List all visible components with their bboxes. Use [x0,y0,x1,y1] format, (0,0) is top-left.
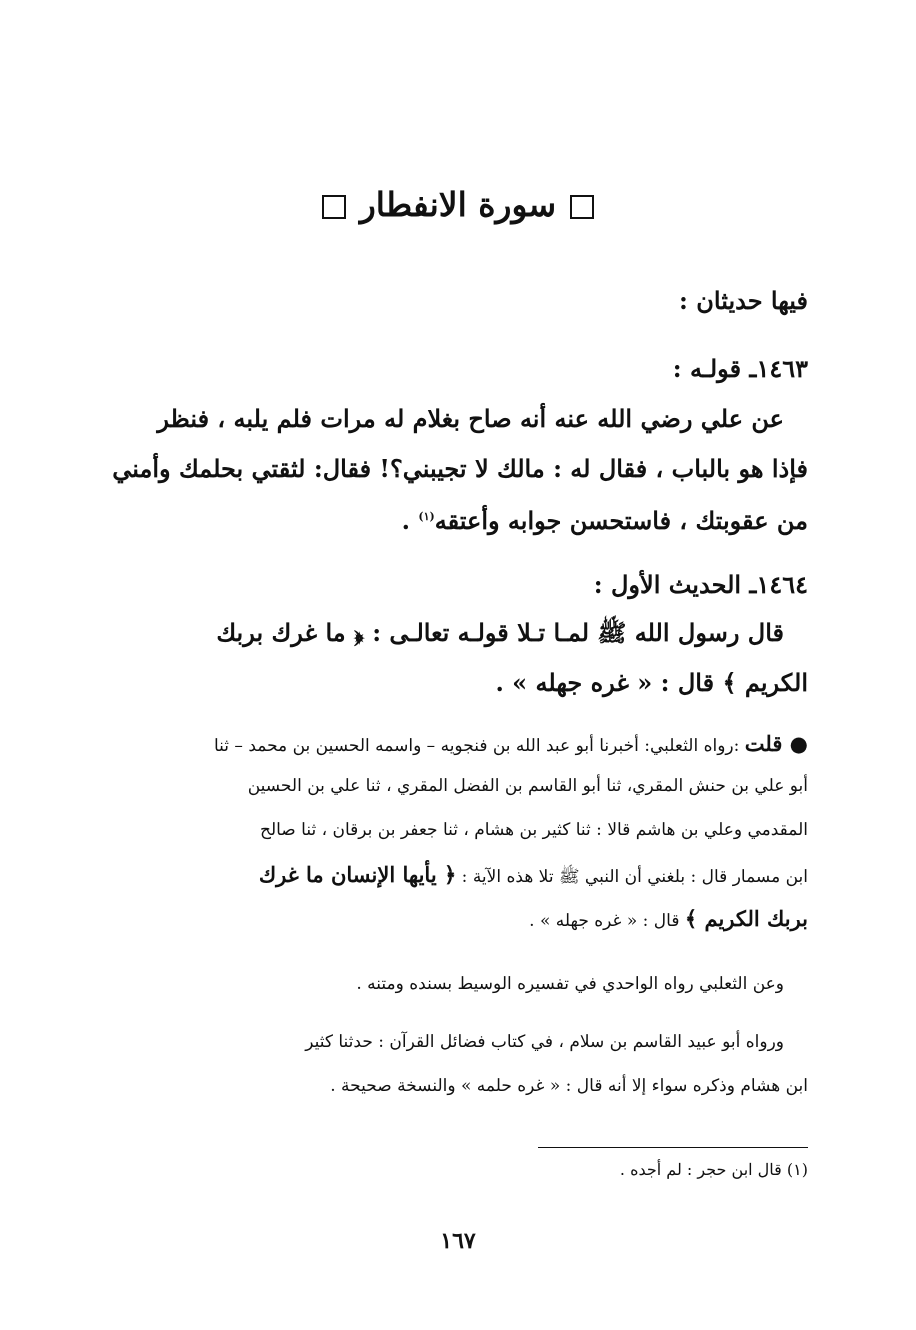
qult-line-4-text: ابن مسمار قال : بلغني أن النبي ﷺ تلا هذه الآية : [456,867,808,887]
qult-line-5 [88,900,808,940]
footnote-divider [538,1147,808,1148]
qult-line-5-text: قال : « غره جهله » . [529,911,685,931]
square-ornament-icon [570,195,594,219]
qult-line-1-text: :رواه الثعلبي: أخبرنا أبو عبد الله بن فنجويه – واسمه الحسين بن محمد – ثنا [213,736,745,756]
qult-line-2: أبو علي بن حنش المقري، ثنا أبو القاسم بن الفضل المقري ، ثنا علي بن الحسين [247,776,808,796]
hadith-1463-line-2: فإذا هو بالباب ، فقال له : مالك لا تجيبني؟! فقال: لثقتي بحلمك وأمني [112,454,808,483]
qult-line-4-quran: ﴿ يأيها الإنسان ما غرك [258,862,457,887]
paragraph-abu-ubaid-line-1: ورواه أبو عبيد القاسم بن سلام ، في كتاب فضائل القرآن : حدثنا كثير [305,1032,784,1052]
hadith-1463-heading: ١٤٦٣ـ قولـه : [672,354,808,383]
hadith-1464-line-2: الكريم ﴾ قال : « غره جهله » . [495,668,808,697]
page-number: ١٦٧ [440,1228,476,1254]
hadith-1463-line-1: عن علي رضي الله عنه أنه صاح بغلام له مرات فلم يلبه ، فنظر [157,404,784,433]
paragraph-wahidi: وعن الثعلبي رواه الواحدي في تفسيره الوسيط بسنده ومتنه . [356,974,784,994]
paragraph-abu-ubaid-line-2: ابن هشام وذكره سواء إلا أنه قال : « غره حلمه » والنسخة صحيحة . [330,1076,808,1096]
intro-line: فيها حديثان : [679,286,808,315]
qult-line-1 [88,725,808,765]
surah-title-text: سورة الانفطار [359,185,557,224]
footnote: (١) قال ابن حجر : لم أجده . [619,1160,808,1179]
qult-line-4 [88,856,808,896]
hadith-1463-line-3-text: من عقوبتك ، فاستحسن جوابه وأعتقه [434,506,808,535]
qult-label: ● قلت [744,731,808,756]
qult-line-3: المقدمي وعلي بن هاشم قالا : ثنا كثير بن هشام ، ثنا جعفر بن برقان ، ثنا صالح [259,820,808,840]
hadith-1464-heading: ١٤٦٤ـ الحديث الأول : [593,570,808,599]
footnote-marker: (١) [418,510,435,523]
hadith-1464-line-1: قال رسول الله ﷺ لمـا تـلا قولـه تعالـى : ﴿ ما غرك بربك [216,618,784,647]
surah-title [0,185,916,224]
hadith-1463-line-3-end: . [401,506,419,535]
qult-line-5-quran: بربك الكريم ﴾ [684,906,808,931]
square-ornament-icon [322,195,346,219]
hadith-1463-line-3 [88,494,808,543]
